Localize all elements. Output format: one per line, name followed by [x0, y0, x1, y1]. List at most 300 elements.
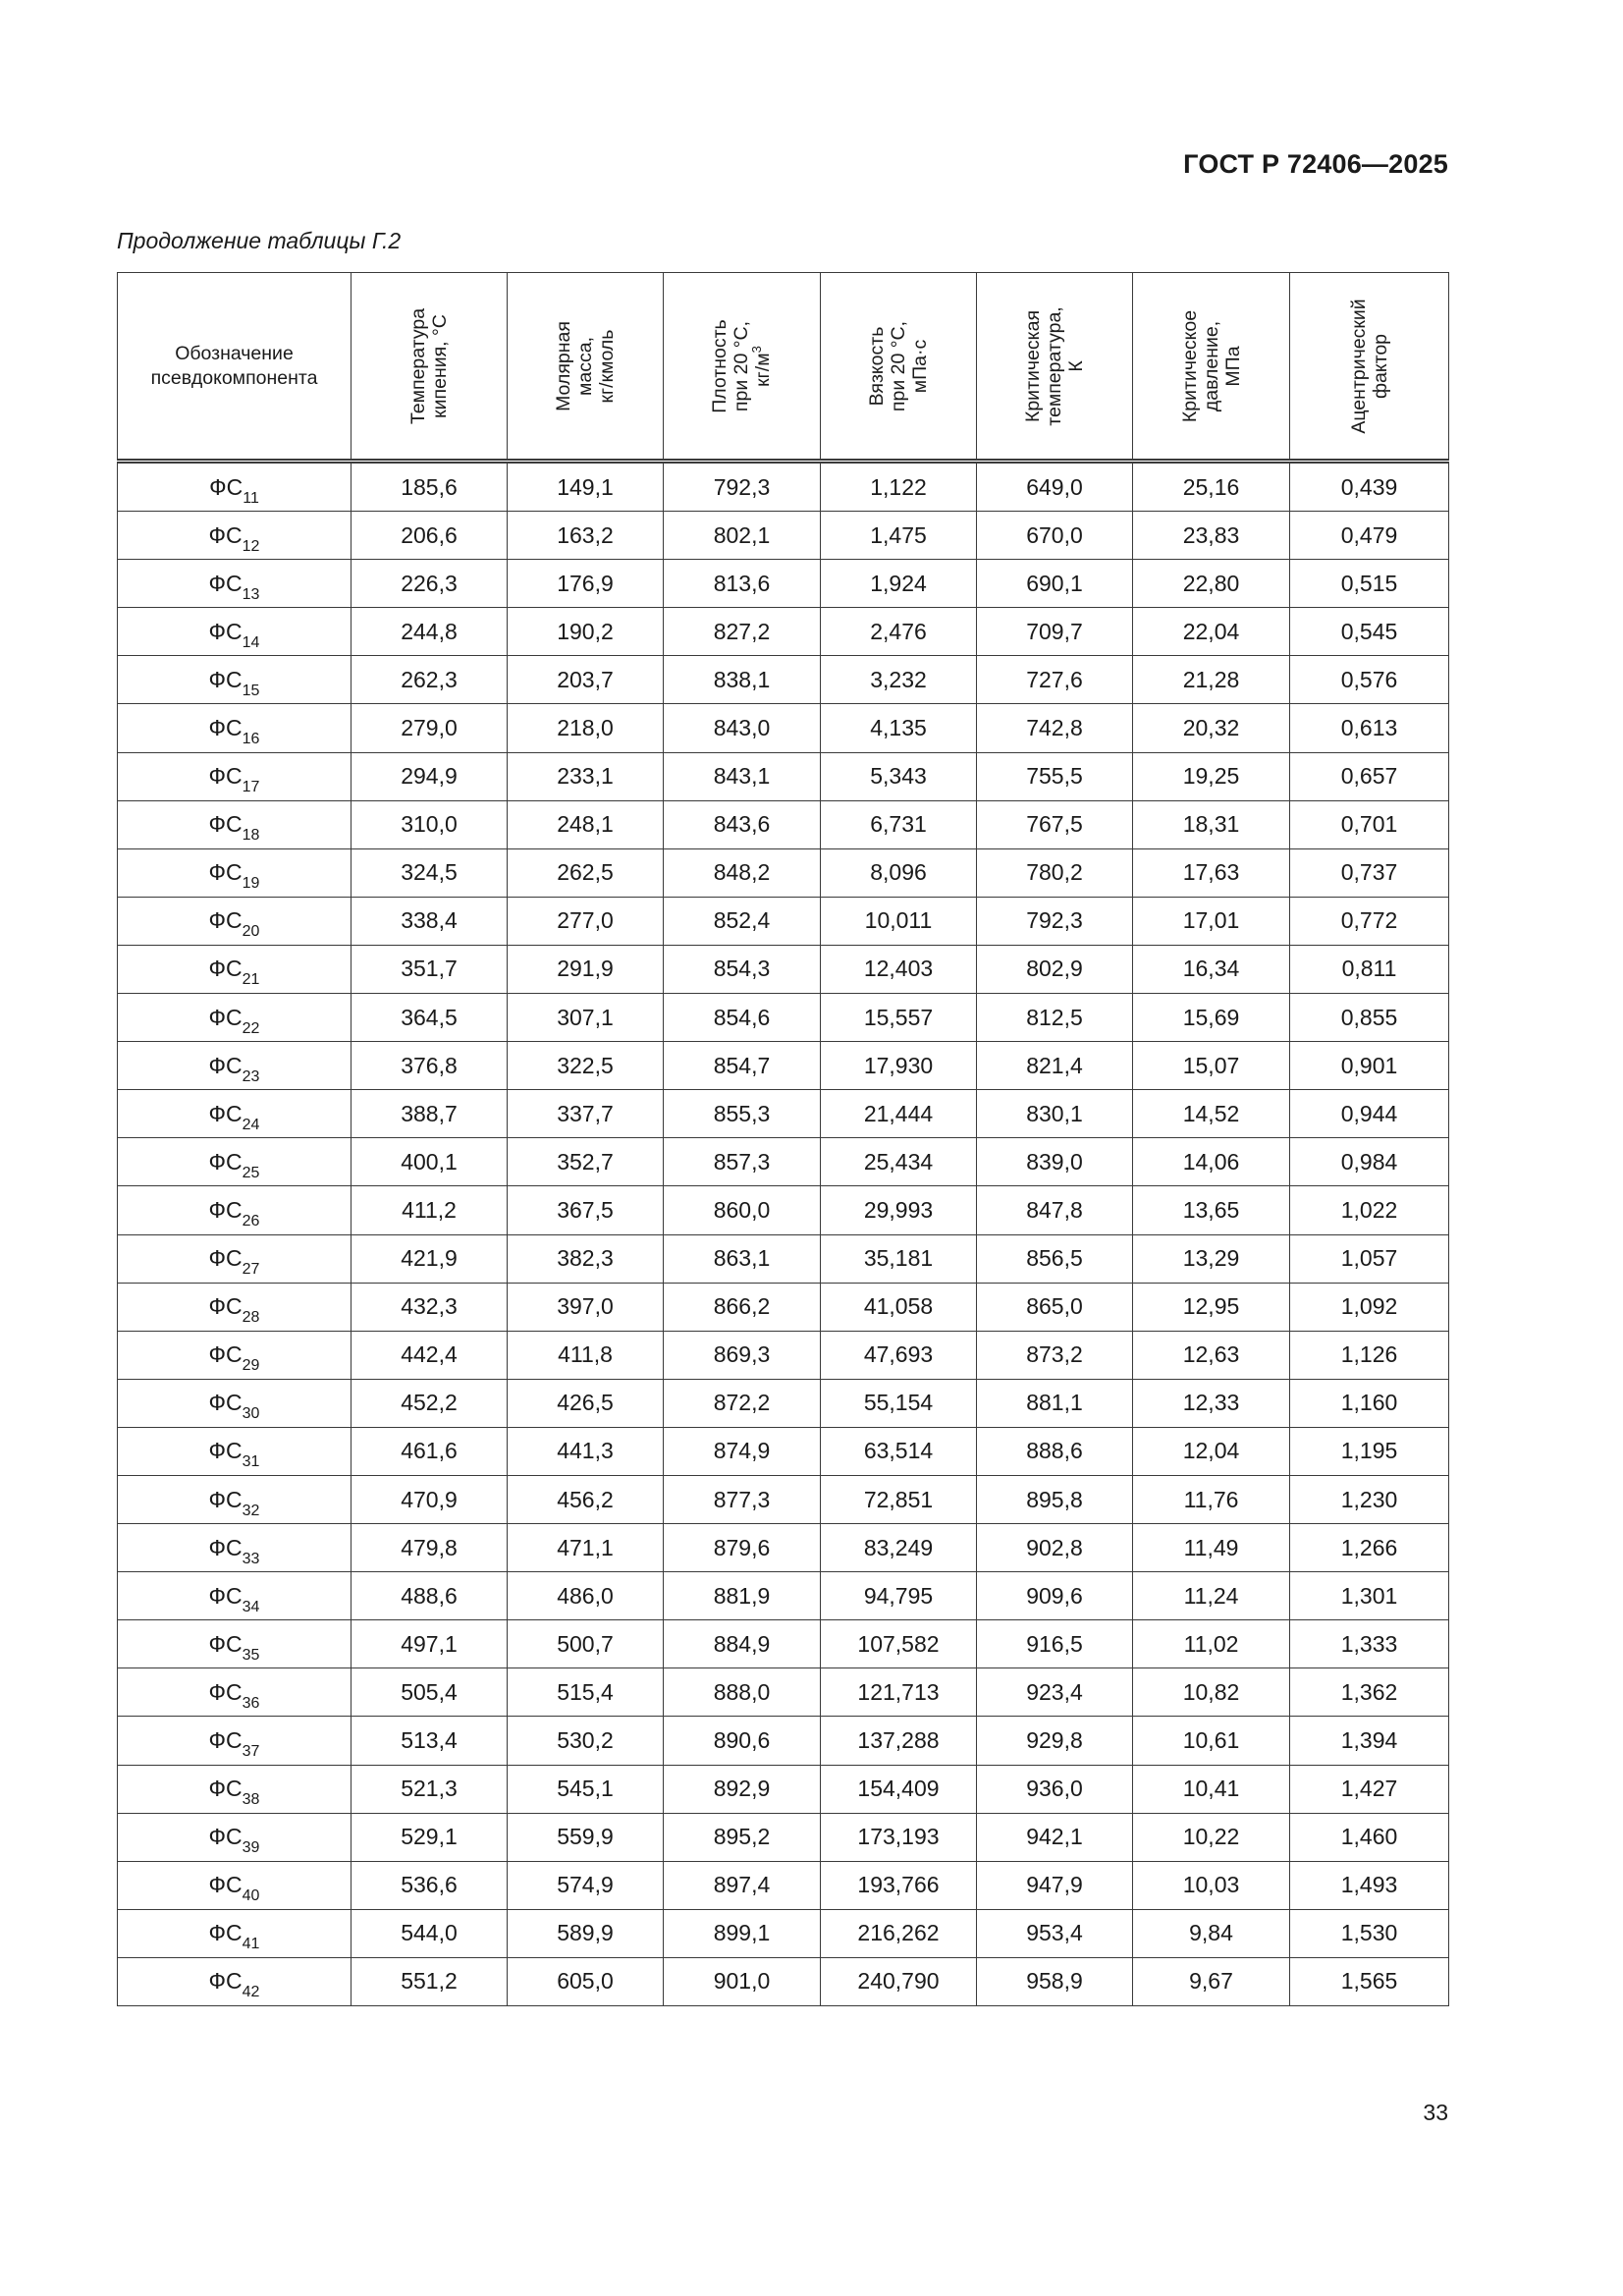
pseudocomponent-symbol: ФС — [208, 1100, 243, 1126]
pseudocomponent-symbol: ФС — [209, 473, 243, 500]
pseudocomponent-cell — [118, 1379, 352, 1427]
value-cell: 1,475 — [821, 512, 977, 560]
value-cell: 411,8 — [508, 1331, 664, 1379]
pseudocomponent-index: 29 — [242, 1357, 260, 1375]
header-line: давление, — [1200, 320, 1222, 411]
value-cell: 388,7 — [352, 1090, 508, 1138]
value-cell: 17,63 — [1133, 848, 1290, 897]
value-cell: 10,03 — [1133, 1861, 1290, 1909]
value-cell: 338,4 — [352, 897, 508, 945]
value-cell: 432,3 — [352, 1283, 508, 1331]
pseudocomponent-index: 20 — [242, 923, 260, 941]
value-cell: 839,0 — [977, 1138, 1133, 1186]
table-row — [118, 1427, 1449, 1475]
value-cell: 11,02 — [1133, 1620, 1290, 1668]
value-cell: 233,1 — [508, 752, 664, 800]
value-cell: 1,301 — [1290, 1572, 1449, 1620]
value-cell: 352,7 — [508, 1138, 664, 1186]
table-header-row — [118, 273, 1449, 462]
value-cell: 12,33 — [1133, 1379, 1290, 1427]
value-cell: 802,9 — [977, 945, 1133, 993]
pseudocomponent-index: 19 — [242, 875, 260, 893]
pseudocomponent-cell — [118, 945, 352, 993]
value-cell: 899,1 — [664, 1909, 821, 1957]
value-cell: 364,5 — [352, 994, 508, 1042]
table-row — [118, 1475, 1449, 1523]
value-cell: 206,6 — [352, 512, 508, 560]
value-cell: 400,1 — [352, 1138, 508, 1186]
value-cell: 1,460 — [1290, 1813, 1449, 1861]
value-cell: 1,092 — [1290, 1283, 1449, 1331]
header-line: кг/кмоль — [596, 329, 618, 403]
value-cell: 12,95 — [1133, 1283, 1290, 1331]
value-cell: 16,34 — [1133, 945, 1290, 993]
value-cell: 1,427 — [1290, 1765, 1449, 1813]
value-cell: 863,1 — [664, 1234, 821, 1283]
table-row — [118, 512, 1449, 560]
value-cell: 530,2 — [508, 1717, 664, 1765]
header-unit: кг/м — [751, 352, 774, 387]
pseudocomponent-symbol: ФС — [208, 956, 243, 982]
value-cell: 10,41 — [1133, 1765, 1290, 1813]
value-cell: 55,154 — [821, 1379, 977, 1427]
value-cell: 479,8 — [352, 1524, 508, 1572]
value-cell: 17,01 — [1133, 897, 1290, 945]
pseudocomponent-index: 22 — [242, 1019, 260, 1037]
value-cell: 536,6 — [352, 1861, 508, 1909]
value-cell: 1,195 — [1290, 1427, 1449, 1475]
value-cell: 544,0 — [352, 1909, 508, 1957]
value-cell: 1,565 — [1290, 1957, 1449, 2005]
header-line: Плотность — [708, 318, 730, 413]
value-cell: 854,6 — [664, 994, 821, 1042]
table-row — [118, 994, 1449, 1042]
header-line: Ацентрический — [1347, 298, 1370, 434]
pseudocomponent-symbol: ФС — [208, 1726, 243, 1753]
value-cell: 1,160 — [1290, 1379, 1449, 1427]
value-cell: 670,0 — [977, 512, 1133, 560]
pseudocomponent-symbol: ФС — [208, 1824, 243, 1850]
properties-table — [117, 272, 1449, 2006]
column-header-critical-pressure — [1133, 273, 1290, 462]
value-cell: 947,9 — [977, 1861, 1133, 1909]
value-cell: 0,613 — [1290, 704, 1449, 752]
pseudocomponent-cell — [118, 752, 352, 800]
column-header-density — [664, 273, 821, 462]
value-cell: 0,737 — [1290, 848, 1449, 897]
value-cell: 20,32 — [1133, 704, 1290, 752]
pseudocomponent-cell — [118, 1186, 352, 1234]
pseudocomponent-index: 23 — [242, 1067, 260, 1085]
value-cell: 244,8 — [352, 608, 508, 656]
pseudocomponent-index: 31 — [242, 1453, 260, 1471]
value-cell: 294,9 — [352, 752, 508, 800]
value-cell: 895,2 — [664, 1813, 821, 1861]
value-cell: 41,058 — [821, 1283, 977, 1331]
pseudocomponent-symbol: ФС — [208, 1776, 243, 1802]
pseudocomponent-symbol: ФС — [208, 570, 243, 596]
value-cell: 11,24 — [1133, 1572, 1290, 1620]
pseudocomponent-index: 13 — [242, 585, 260, 603]
pseudocomponent-index: 39 — [242, 1839, 260, 1857]
pseudocomponent-index: 12 — [242, 537, 260, 555]
value-cell: 1,333 — [1290, 1620, 1449, 1668]
value-cell: 505,4 — [352, 1668, 508, 1717]
value-cell: 958,9 — [977, 1957, 1133, 2005]
pseudocomponent-index: 24 — [242, 1116, 260, 1133]
value-cell: 9,84 — [1133, 1909, 1290, 1957]
table-row — [118, 704, 1449, 752]
header-line: Критическая — [1022, 309, 1044, 422]
value-cell: 193,766 — [821, 1861, 977, 1909]
value-cell: 497,1 — [352, 1620, 508, 1668]
column-header-viscosity — [821, 273, 977, 462]
value-cell: 6,731 — [821, 800, 977, 848]
pseudocomponent-symbol: ФС — [208, 1968, 243, 1995]
pseudocomponent-index: 38 — [242, 1791, 260, 1809]
value-cell: 72,851 — [821, 1475, 977, 1523]
value-cell: 838,1 — [664, 656, 821, 704]
pseudocomponent-symbol: ФС — [208, 1920, 243, 1946]
value-cell: 0,701 — [1290, 800, 1449, 848]
pseudocomponent-symbol: ФС — [208, 1148, 243, 1175]
value-cell: 0,515 — [1290, 560, 1449, 608]
value-cell: 21,28 — [1133, 656, 1290, 704]
value-cell: 500,7 — [508, 1620, 664, 1668]
value-cell: 488,6 — [352, 1572, 508, 1620]
pseudocomponent-cell — [118, 704, 352, 752]
table-row — [118, 800, 1449, 848]
document-code: ГОСТ Р 72406—2025 — [1183, 149, 1448, 179]
value-cell: 847,8 — [977, 1186, 1133, 1234]
value-cell: 426,5 — [508, 1379, 664, 1427]
table-row — [118, 1572, 1449, 1620]
value-cell: 574,9 — [508, 1861, 664, 1909]
value-cell: 0,657 — [1290, 752, 1449, 800]
table-row — [118, 1138, 1449, 1186]
table-row — [118, 560, 1449, 608]
value-cell: 888,6 — [977, 1427, 1133, 1475]
pseudocomponent-cell — [118, 1572, 352, 1620]
value-cell: 605,0 — [508, 1957, 664, 2005]
table-row — [118, 608, 1449, 656]
value-cell: 149,1 — [508, 462, 664, 512]
value-cell: 0,984 — [1290, 1138, 1449, 1186]
value-cell: 872,2 — [664, 1379, 821, 1427]
pseudocomponent-index: 32 — [242, 1502, 260, 1519]
pseudocomponent-symbol: ФС — [208, 1872, 243, 1898]
value-cell: 176,9 — [508, 560, 664, 608]
header-line: К — [1065, 359, 1087, 372]
pseudocomponent-cell — [118, 560, 352, 608]
value-cell: 1,122 — [821, 462, 977, 512]
header-line: Молярная — [553, 320, 574, 411]
value-cell: 382,3 — [508, 1234, 664, 1283]
value-cell: 727,6 — [977, 656, 1133, 704]
pseudocomponent-symbol: ФС — [208, 1438, 243, 1464]
header-line: мПа·с — [909, 339, 931, 393]
pseudocomponent-symbol: ФС — [208, 1293, 243, 1320]
pseudocomponent-cell — [118, 1957, 352, 2005]
value-cell: 874,9 — [664, 1427, 821, 1475]
value-cell: 857,3 — [664, 1138, 821, 1186]
value-cell: 226,3 — [352, 560, 508, 608]
value-cell: 1,022 — [1290, 1186, 1449, 1234]
value-cell: 107,582 — [821, 1620, 977, 1668]
value-cell: 441,3 — [508, 1427, 664, 1475]
value-cell: 15,07 — [1133, 1042, 1290, 1090]
value-cell: 869,3 — [664, 1331, 821, 1379]
value-cell: 521,3 — [352, 1765, 508, 1813]
table-row — [118, 1861, 1449, 1909]
value-cell: 442,4 — [352, 1331, 508, 1379]
pseudocomponent-symbol: ФС — [208, 1678, 243, 1705]
pseudocomponent-cell — [118, 1427, 352, 1475]
value-cell: 742,8 — [977, 704, 1133, 752]
pseudocomponent-index: 40 — [242, 1887, 260, 1905]
pseudocomponent-symbol: ФС — [208, 907, 243, 934]
value-cell: 0,545 — [1290, 608, 1449, 656]
header-line: Вязкость — [866, 326, 888, 406]
header-line: псевдокомпонента — [150, 366, 318, 389]
value-cell: 461,6 — [352, 1427, 508, 1475]
value-cell: 486,0 — [508, 1572, 664, 1620]
value-cell: 792,3 — [664, 462, 821, 512]
value-cell: 881,1 — [977, 1379, 1133, 1427]
table-row — [118, 1957, 1449, 2005]
value-cell: 291,9 — [508, 945, 664, 993]
value-cell: 216,262 — [821, 1909, 977, 1957]
value-cell: 0,772 — [1290, 897, 1449, 945]
value-cell: 12,403 — [821, 945, 977, 993]
pseudocomponent-index: 25 — [242, 1164, 260, 1181]
column-header-pseudocomponent — [118, 273, 352, 462]
header-line: Температура — [407, 307, 429, 424]
value-cell: 240,790 — [821, 1957, 977, 2005]
value-cell: 12,63 — [1133, 1331, 1290, 1379]
value-cell: 190,2 — [508, 608, 664, 656]
value-cell: 866,2 — [664, 1283, 821, 1331]
value-cell: 35,181 — [821, 1234, 977, 1283]
value-cell: 1,493 — [1290, 1861, 1449, 1909]
value-cell: 812,5 — [977, 994, 1133, 1042]
value-cell: 173,193 — [821, 1813, 977, 1861]
value-cell: 397,0 — [508, 1283, 664, 1331]
table-caption: Продолжение таблицы Г.2 — [117, 228, 402, 253]
value-cell: 19,25 — [1133, 752, 1290, 800]
header-line: фактор — [1369, 333, 1391, 399]
value-cell: 4,135 — [821, 704, 977, 752]
pseudocomponent-cell — [118, 1042, 352, 1090]
value-cell: 185,6 — [352, 462, 508, 512]
value-cell: 11,49 — [1133, 1524, 1290, 1572]
pseudocomponent-cell — [118, 1283, 352, 1331]
pseudocomponent-cell — [118, 1813, 352, 1861]
value-cell: 551,2 — [352, 1957, 508, 2005]
table-row — [118, 1524, 1449, 1572]
table-body — [118, 462, 1449, 2006]
value-cell: 22,04 — [1133, 608, 1290, 656]
value-cell: 22,80 — [1133, 560, 1290, 608]
value-cell: 884,9 — [664, 1620, 821, 1668]
pseudocomponent-index: 35 — [242, 1646, 260, 1664]
value-cell: 780,2 — [977, 848, 1133, 897]
value-cell: 856,5 — [977, 1234, 1133, 1283]
pseudocomponent-symbol: ФС — [208, 859, 243, 886]
pseudocomponent-cell — [118, 1138, 352, 1186]
value-cell: 589,9 — [508, 1909, 664, 1957]
value-cell: 3,232 — [821, 656, 977, 704]
value-cell: 529,1 — [352, 1813, 508, 1861]
pseudocomponent-index: 15 — [242, 682, 260, 699]
value-cell: 901,0 — [664, 1957, 821, 2005]
pseudocomponent-index: 30 — [242, 1405, 260, 1423]
value-cell: 649,0 — [977, 462, 1133, 512]
value-cell: 1,126 — [1290, 1331, 1449, 1379]
pseudocomponent-index: 28 — [242, 1309, 260, 1327]
value-cell: 137,288 — [821, 1717, 977, 1765]
value-cell: 63,514 — [821, 1427, 977, 1475]
value-cell: 94,795 — [821, 1572, 977, 1620]
table-row — [118, 1909, 1449, 1957]
value-cell: 909,6 — [977, 1572, 1133, 1620]
value-cell: 310,0 — [352, 800, 508, 848]
value-cell: 873,2 — [977, 1331, 1133, 1379]
value-cell: 854,7 — [664, 1042, 821, 1090]
pseudocomponent-cell — [118, 897, 352, 945]
value-cell: 843,1 — [664, 752, 821, 800]
table-row — [118, 848, 1449, 897]
pseudocomponent-cell — [118, 512, 352, 560]
value-cell: 12,04 — [1133, 1427, 1290, 1475]
value-cell: 2,476 — [821, 608, 977, 656]
pseudocomponent-cell — [118, 656, 352, 704]
header-line: Критическое — [1178, 309, 1201, 422]
pseudocomponent-cell — [118, 1090, 352, 1138]
value-cell: 881,9 — [664, 1572, 821, 1620]
value-cell: 513,4 — [352, 1717, 508, 1765]
value-cell: 1,924 — [821, 560, 977, 608]
page-number: 33 — [1423, 2100, 1448, 2125]
value-cell: 14,52 — [1133, 1090, 1290, 1138]
pseudocomponent-cell — [118, 1909, 352, 1957]
value-cell: 0,439 — [1290, 462, 1449, 512]
pseudocomponent-cell — [118, 994, 352, 1042]
value-cell: 13,29 — [1133, 1234, 1290, 1283]
table-row — [118, 1283, 1449, 1331]
table-row — [118, 1668, 1449, 1717]
value-cell: 10,011 — [821, 897, 977, 945]
pseudocomponent-symbol: ФС — [208, 1582, 243, 1609]
header-line: МПа — [1221, 345, 1244, 387]
value-cell: 351,7 — [352, 945, 508, 993]
header-line: при 20 °С, — [730, 320, 752, 411]
pseudocomponent-symbol: ФС — [208, 618, 243, 644]
pseudocomponent-symbol: ФС — [208, 1052, 243, 1078]
value-cell: 1,266 — [1290, 1524, 1449, 1572]
value-cell: 1,230 — [1290, 1475, 1449, 1523]
value-cell: 23,83 — [1133, 512, 1290, 560]
value-cell: 18,31 — [1133, 800, 1290, 848]
value-cell: 21,444 — [821, 1090, 977, 1138]
pseudocomponent-cell — [118, 608, 352, 656]
pseudocomponent-cell — [118, 1524, 352, 1572]
pseudocomponent-cell — [118, 1620, 352, 1668]
pseudocomponent-cell — [118, 1717, 352, 1765]
pseudocomponent-cell — [118, 800, 352, 848]
value-cell: 515,4 — [508, 1668, 664, 1717]
value-cell: 709,7 — [977, 608, 1133, 656]
value-cell: 936,0 — [977, 1765, 1133, 1813]
pseudocomponent-cell — [118, 848, 352, 897]
pseudocomponent-index: 36 — [242, 1694, 260, 1712]
value-cell: 262,5 — [508, 848, 664, 897]
header-line: при 20 °С, — [888, 320, 909, 411]
value-cell: 830,1 — [977, 1090, 1133, 1138]
pseudocomponent-cell — [118, 1861, 352, 1909]
value-cell: 888,0 — [664, 1668, 821, 1717]
value-cell: 279,0 — [352, 704, 508, 752]
value-cell: 14,06 — [1133, 1138, 1290, 1186]
table-row — [118, 1090, 1449, 1138]
value-cell: 854,3 — [664, 945, 821, 993]
value-cell: 337,7 — [508, 1090, 664, 1138]
value-cell: 690,1 — [977, 560, 1133, 608]
table-row — [118, 1042, 1449, 1090]
table-row — [118, 1186, 1449, 1234]
value-cell: 0,855 — [1290, 994, 1449, 1042]
value-cell: 421,9 — [352, 1234, 508, 1283]
value-cell: 879,6 — [664, 1524, 821, 1572]
value-cell: 163,2 — [508, 512, 664, 560]
value-cell: 13,65 — [1133, 1186, 1290, 1234]
table-row — [118, 945, 1449, 993]
value-cell: 860,0 — [664, 1186, 821, 1234]
pseudocomponent-index: 34 — [242, 1598, 260, 1615]
pseudocomponent-symbol: ФС — [208, 1534, 243, 1560]
value-cell: 322,5 — [508, 1042, 664, 1090]
pseudocomponent-index: 41 — [242, 1936, 260, 1953]
value-cell: 802,1 — [664, 512, 821, 560]
value-cell: 923,4 — [977, 1668, 1133, 1717]
pseudocomponent-index: 14 — [242, 633, 260, 651]
value-cell: 767,5 — [977, 800, 1133, 848]
value-cell: 843,6 — [664, 800, 821, 848]
value-cell: 865,0 — [977, 1283, 1133, 1331]
pseudocomponent-symbol: ФС — [208, 715, 243, 741]
pseudocomponent-index: 42 — [242, 1984, 260, 2001]
pseudocomponent-symbol: ФС — [208, 1486, 243, 1512]
table-row — [118, 1813, 1449, 1861]
value-cell: 559,9 — [508, 1813, 664, 1861]
value-cell: 25,16 — [1133, 462, 1290, 512]
table-row — [118, 752, 1449, 800]
value-cell: 471,1 — [508, 1524, 664, 1572]
table-row — [118, 462, 1449, 512]
value-cell: 8,096 — [821, 848, 977, 897]
value-cell: 456,2 — [508, 1475, 664, 1523]
pseudocomponent-index: 16 — [242, 731, 260, 748]
table-row — [118, 1379, 1449, 1427]
value-cell: 942,1 — [977, 1813, 1133, 1861]
value-cell: 953,4 — [977, 1909, 1133, 1957]
value-cell: 262,3 — [352, 656, 508, 704]
value-cell: 1,530 — [1290, 1909, 1449, 1957]
pseudocomponent-symbol: ФС — [208, 1004, 243, 1030]
value-cell: 892,9 — [664, 1765, 821, 1813]
pseudocomponent-cell — [118, 1475, 352, 1523]
table-row — [118, 897, 1449, 945]
